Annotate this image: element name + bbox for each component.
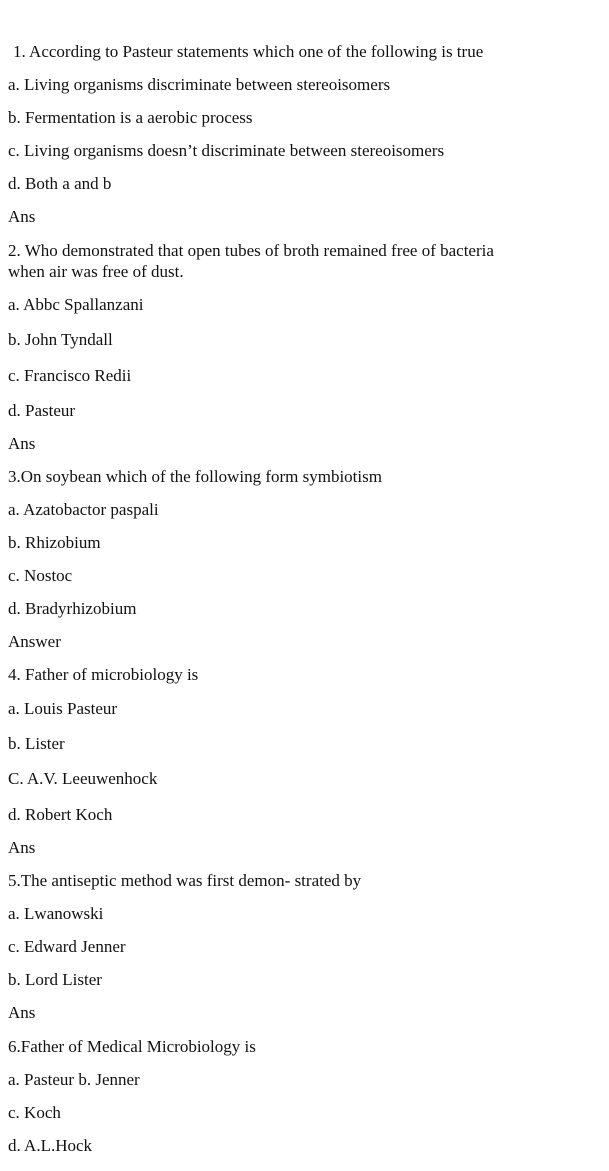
question-5-answer-label: Ans <box>8 1003 36 1022</box>
question-3-option-a: a. Azatobactor paspali <box>8 500 159 519</box>
question-6-option-d: d. A.L.Hock <box>8 1136 93 1155</box>
question-1-option-c: c. Living organisms doesn’t discriminate between stereoisomers <box>8 141 445 160</box>
question-2-option-b: b. John Tyndall <box>8 330 113 349</box>
question-2-option-a: a. Abbc Spallanzani <box>8 295 144 314</box>
question-1-answer-label: Ans <box>8 207 36 226</box>
question-6-text: 6.Father of Medical Microbiology is <box>8 1037 256 1056</box>
question-3-answer-label: Answer <box>8 632 61 651</box>
question-2-option-d: d. Pasteur <box>8 401 76 420</box>
question-4-option-a: a. Louis Pasteur <box>8 699 118 718</box>
question-5-option-b: b. Lord Lister <box>8 970 102 989</box>
question-4-answer-label: Ans <box>8 838 36 857</box>
question-1-option-d: d. Both a and b <box>8 174 112 193</box>
question-3-option-d: d. Bradyrhizobium <box>8 599 137 618</box>
question-2-text: 2. Who demonstrated that open tubes of broth remained free of bacteria when air was free of dust. <box>8 241 494 281</box>
question-1-text: 1. According to Pasteur statements which one of the following is true <box>13 42 484 61</box>
question-3-option-b: b. Rhizobium <box>8 533 101 552</box>
question-3-text: 3.On soybean which of the following form symbiotism <box>8 467 382 486</box>
question-6-option-c: c. Koch <box>8 1103 61 1122</box>
question-2-option-c: c. Francisco Redii <box>8 366 132 385</box>
question-4-option-c: C. A.V. Leeuwenhock <box>8 769 158 788</box>
question-2-answer-label: Ans <box>8 434 36 453</box>
question-4-option-d: d. Robert Koch <box>8 805 113 824</box>
question-5-option-c: c. Edward Jenner <box>8 937 126 956</box>
question-1-option-a: a. Living organisms discriminate between stereoisomers <box>8 75 391 94</box>
question-4-text: 4. Father of microbiology is <box>8 665 199 684</box>
question-1-option-b: b. Fermentation is a aerobic process <box>8 108 253 127</box>
question-3-option-c: c. Nostoc <box>8 566 73 585</box>
question-4-option-b: b. Lister <box>8 734 65 753</box>
question-6-option-a-b: a. Pasteur b. Jenner <box>8 1070 140 1089</box>
question-5-option-a: a. Lwanowski <box>8 904 104 923</box>
question-5-text: 5.The antiseptic method was first demon- strated by <box>8 871 362 890</box>
